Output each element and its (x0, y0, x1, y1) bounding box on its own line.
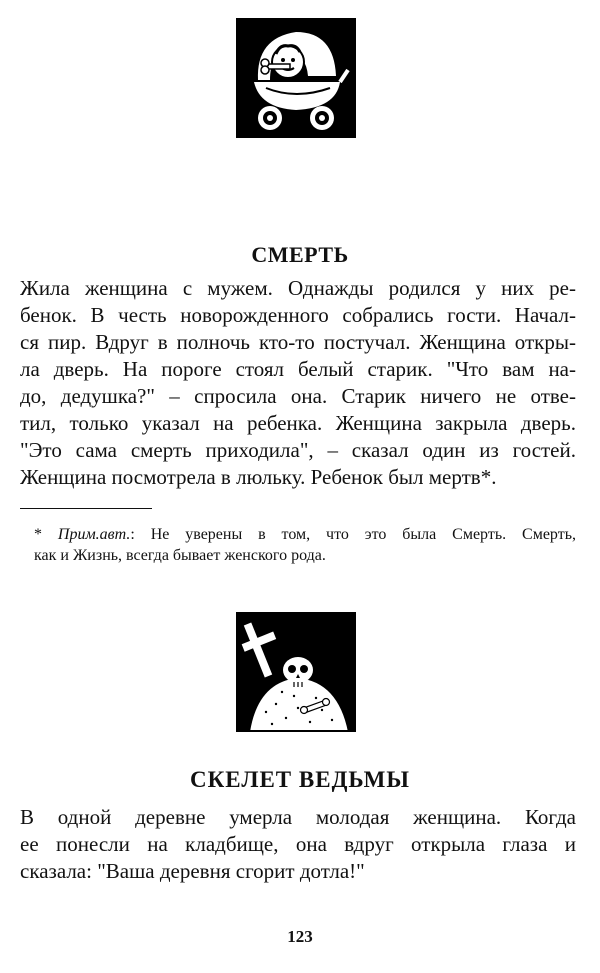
story-paragraph (20, 275, 576, 491)
footnote-marker: * (34, 526, 58, 543)
skull-icon (236, 612, 356, 732)
footnote-divider (20, 508, 152, 509)
text-line: Жила женщина с мужем. Однажды родился у них ре- (20, 276, 576, 300)
text-line: Женщина посмотрела в люльку. Ребенок был мертв*. (20, 465, 497, 489)
story-title: СМЕРТЬ (251, 242, 349, 267)
text-line: ся пир. Вдруг в полночь кто-то постучал. Женщина откры- (20, 330, 576, 354)
text-line: ла дверь. На пороге стоял белый старик. "Что вам на- (20, 357, 576, 381)
text-line: "Это сама смерть приходила", – сказал один из гостей. (20, 438, 576, 462)
footnote-line (34, 524, 576, 545)
text-line: сказала: "Ваша деревня сгорит дотла!" (20, 859, 365, 883)
footnote-lead: Прим.авт. (57, 526, 131, 543)
text-line: бенок. В честь новорожденного собрались гости. Начал- (20, 303, 576, 327)
story-title: СКЕЛЕТ ВЕДЬМЫ (190, 767, 410, 792)
text-line: до, дедушка?" – спросила она. Старик ничего не отве- (20, 384, 576, 408)
text-line: В одной деревне умерла молодая женщина. Когда (20, 805, 576, 829)
story-paragraph (20, 804, 576, 885)
footnote-line: как и Жизнь, всегда бывает женского рода. (34, 547, 326, 564)
skull-grave-illustration (236, 612, 356, 732)
footnote (34, 524, 576, 566)
page-number: 123 (287, 927, 313, 946)
text-line: тил, только указал на ребенка. Женщина закрыла дверь. (20, 411, 576, 435)
footnote-text: : Не уверены в том, что это была Смерть. Смерть, (130, 526, 577, 543)
baby-pram-illustration (236, 18, 356, 138)
baby-pram-icon (236, 18, 356, 138)
text-line: ее понесли на кладбище, она вдруг открыла глаза и (20, 832, 576, 856)
